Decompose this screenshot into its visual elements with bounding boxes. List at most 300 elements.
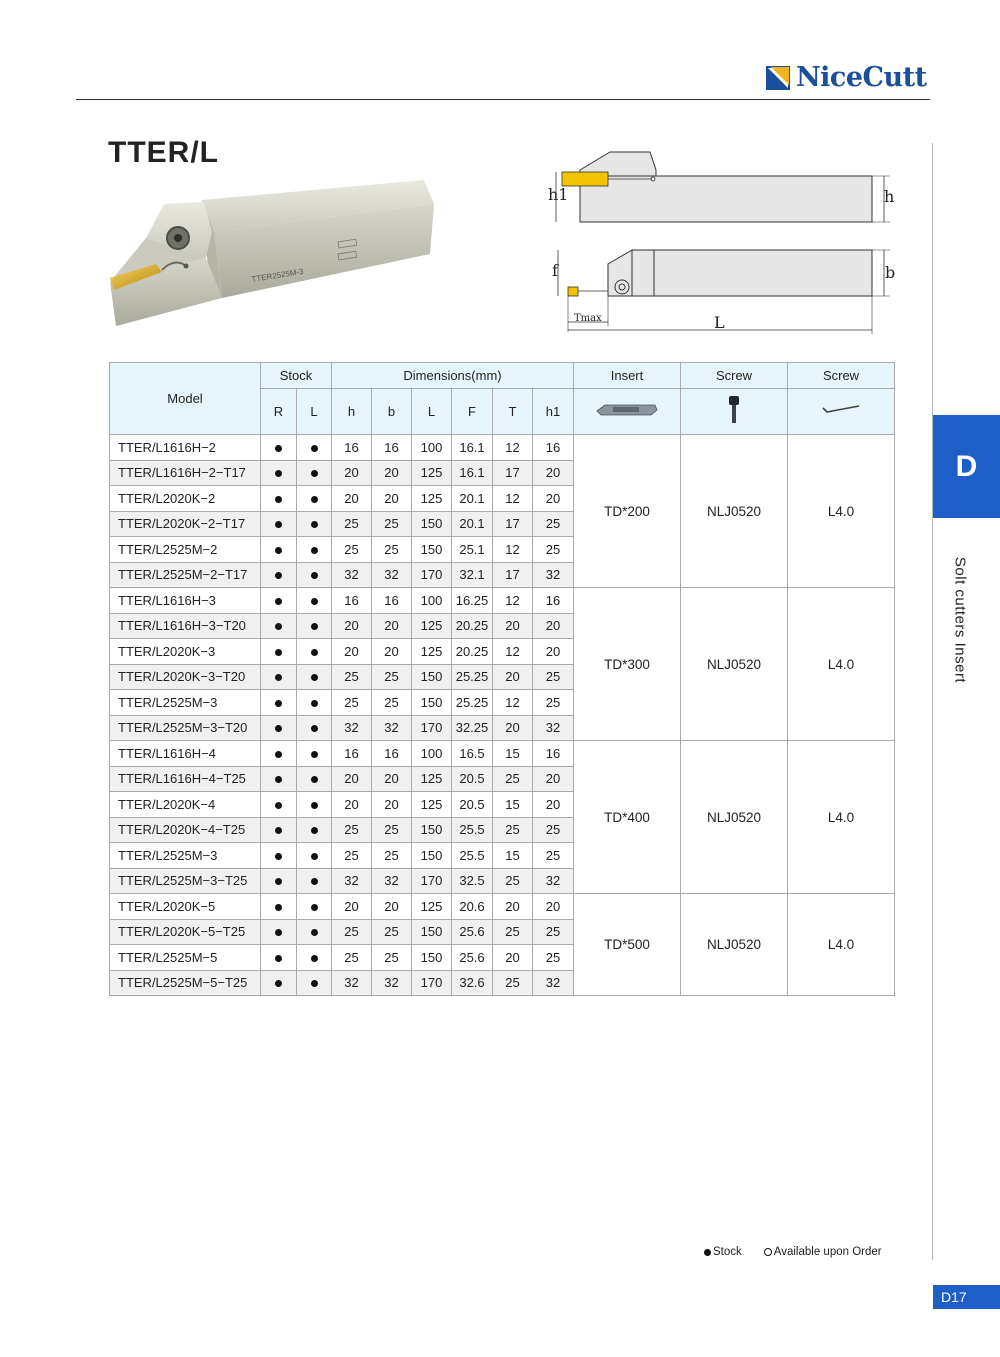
stock-dot-icon xyxy=(275,598,282,605)
stock-dot-icon xyxy=(311,929,318,936)
stock-r-cell xyxy=(261,613,297,639)
key-image xyxy=(788,389,895,435)
stock-dot-icon xyxy=(311,980,318,987)
dim-h-cell: 32 xyxy=(332,715,372,741)
dim-t-cell: 12 xyxy=(493,588,533,614)
page-title: TTER/L xyxy=(108,136,219,169)
stock-dot-icon xyxy=(311,827,318,834)
dim-l-cell: 100 xyxy=(412,588,452,614)
stock-l-cell xyxy=(297,945,332,971)
dim-t-cell: 15 xyxy=(493,792,533,818)
stock-dot-icon xyxy=(275,674,282,681)
stock-l-cell xyxy=(297,613,332,639)
header-key: Screw xyxy=(788,363,895,389)
stock-l-cell xyxy=(297,868,332,894)
key-cell: L4.0 xyxy=(788,588,895,741)
dim-t-cell: 25 xyxy=(493,817,533,843)
stock-r-cell xyxy=(261,817,297,843)
dim-f-cell: 20.5 xyxy=(452,766,493,792)
stock-dot-icon xyxy=(275,955,282,962)
stock-l-cell xyxy=(297,486,332,512)
dim-b-cell: 20 xyxy=(372,766,412,792)
section-tab: D xyxy=(933,415,1000,518)
stock-r-cell xyxy=(261,919,297,945)
stock-r-cell xyxy=(261,843,297,869)
insert-icon xyxy=(595,402,659,418)
stock-dot-icon xyxy=(275,904,282,911)
stock-r-cell xyxy=(261,741,297,767)
stock-dot-icon xyxy=(311,955,318,962)
dim-h1-cell: 25 xyxy=(533,537,574,563)
header-dimensions: Dimensions(mm) xyxy=(332,363,574,389)
dim-t-cell: 20 xyxy=(493,894,533,920)
dim-h-cell: 25 xyxy=(332,843,372,869)
stock-dot-icon xyxy=(275,827,282,834)
stock-dot-icon xyxy=(275,802,282,809)
header-divider xyxy=(76,99,930,100)
table-row xyxy=(110,894,895,920)
dim-l-cell: 150 xyxy=(412,664,452,690)
table-row xyxy=(110,588,895,614)
dim-t-cell: 17 xyxy=(493,562,533,588)
model-cell: TTER/L2525M−5 xyxy=(110,945,261,971)
screw-icon xyxy=(726,395,742,425)
stock-r-cell xyxy=(261,945,297,971)
dim-h1-cell: 32 xyxy=(533,868,574,894)
stock-r-cell xyxy=(261,537,297,563)
dim-h1-cell: 25 xyxy=(533,664,574,690)
dim-h-cell: 16 xyxy=(332,741,372,767)
dim-b-cell: 25 xyxy=(372,945,412,971)
stock-dot-icon xyxy=(311,572,318,579)
dim-h1-cell: 16 xyxy=(533,741,574,767)
model-cell: TTER/L1616H−4 xyxy=(110,741,261,767)
insert-cell: TD*300 xyxy=(574,588,681,741)
dim-t-cell: 12 xyxy=(493,639,533,665)
tool-engraving: TTER2525M-3 xyxy=(250,266,305,284)
dim-l-cell: 150 xyxy=(412,843,452,869)
dim-b-cell: 25 xyxy=(372,817,412,843)
dim-label-b: b xyxy=(885,263,896,282)
header-model: Model xyxy=(110,363,261,435)
dim-f-cell: 32.1 xyxy=(452,562,493,588)
dim-l-cell: 125 xyxy=(412,894,452,920)
stock-r-cell xyxy=(261,766,297,792)
dim-b-cell: 20 xyxy=(372,460,412,486)
insert-cell: TD*500 xyxy=(574,894,681,996)
dim-b-cell: 25 xyxy=(372,690,412,716)
dim-h-cell: 20 xyxy=(332,613,372,639)
dim-h1-cell: 25 xyxy=(533,843,574,869)
legend-stock xyxy=(704,1246,742,1258)
dim-h1-cell: 25 xyxy=(533,919,574,945)
stock-dot-icon xyxy=(275,649,282,656)
dim-h-cell: 20 xyxy=(332,639,372,665)
dim-b-cell: 32 xyxy=(372,970,412,996)
dim-h1-cell: 32 xyxy=(533,715,574,741)
stock-r-cell xyxy=(261,460,297,486)
dim-h1-cell: 20 xyxy=(533,894,574,920)
spec-table-body xyxy=(110,435,895,996)
side-divider xyxy=(932,143,933,1260)
dim-h-cell: 25 xyxy=(332,817,372,843)
dim-f-cell: 25.5 xyxy=(452,843,493,869)
dim-l-cell: 125 xyxy=(412,486,452,512)
model-cell: TTER/L1616H−3−T20 xyxy=(110,613,261,639)
dim-t-cell: 17 xyxy=(493,511,533,537)
stock-r-cell xyxy=(261,894,297,920)
dim-h-cell: 25 xyxy=(332,511,372,537)
dim-h1-cell: 32 xyxy=(533,562,574,588)
dim-t-cell: 25 xyxy=(493,868,533,894)
dim-f-cell: 20.25 xyxy=(452,639,493,665)
dim-b-cell: 32 xyxy=(372,715,412,741)
screw-cell: NLJ0520 xyxy=(681,588,788,741)
model-cell: TTER/L2525M−3 xyxy=(110,690,261,716)
model-cell: TTER/L2020K−5 xyxy=(110,894,261,920)
header-stock-r: R xyxy=(261,389,297,435)
dim-h1-cell: 20 xyxy=(533,613,574,639)
dim-f-cell: 25.6 xyxy=(452,945,493,971)
stock-l-cell xyxy=(297,562,332,588)
model-cell: TTER/L2525M−2 xyxy=(110,537,261,563)
header-dim-b: b xyxy=(372,389,412,435)
dim-l-cell: 170 xyxy=(412,970,452,996)
dim-l-cell: 150 xyxy=(412,919,452,945)
dim-b-cell: 25 xyxy=(372,537,412,563)
stock-l-cell xyxy=(297,639,332,665)
brand-logo-icon xyxy=(766,66,790,90)
dim-f-cell: 16.25 xyxy=(452,588,493,614)
stock-dot-icon xyxy=(275,445,282,452)
stock-dot-icon xyxy=(311,904,318,911)
stock-dot-icon xyxy=(275,929,282,936)
header-dim-t: T xyxy=(493,389,533,435)
dim-t-cell: 25 xyxy=(493,919,533,945)
header-stock-l: L xyxy=(297,389,332,435)
stock-l-cell xyxy=(297,537,332,563)
order-circle-icon xyxy=(764,1248,772,1256)
stock-dot-icon xyxy=(311,853,318,860)
model-cell: TTER/L2020K−3−T20 xyxy=(110,664,261,690)
stock-l-cell xyxy=(297,435,332,461)
dim-h1-cell: 25 xyxy=(533,690,574,716)
dim-t-cell: 25 xyxy=(493,970,533,996)
model-cell: TTER/L2020K−3 xyxy=(110,639,261,665)
model-cell: TTER/L1616H−4−T25 xyxy=(110,766,261,792)
dim-b-cell: 25 xyxy=(372,843,412,869)
stock-r-cell xyxy=(261,588,297,614)
model-cell: TTER/L2020K−2−T17 xyxy=(110,511,261,537)
stock-dot-icon xyxy=(275,725,282,732)
dim-l-cell: 125 xyxy=(412,460,452,486)
dim-b-cell: 20 xyxy=(372,639,412,665)
hex-key-icon xyxy=(821,402,861,418)
stock-dot-icon xyxy=(311,470,318,477)
model-cell: TTER/L2525M−3 xyxy=(110,843,261,869)
stock-dot-icon xyxy=(311,623,318,630)
dim-h1-cell: 20 xyxy=(533,792,574,818)
stock-dot-icon xyxy=(311,445,318,452)
stock-l-cell xyxy=(297,843,332,869)
dim-l-cell: 125 xyxy=(412,639,452,665)
dim-f-cell: 25.25 xyxy=(452,664,493,690)
stock-l-cell xyxy=(297,664,332,690)
header-dim-h1: h1 xyxy=(533,389,574,435)
stock-r-cell xyxy=(261,664,297,690)
dim-l-cell: 150 xyxy=(412,537,452,563)
stock-r-cell xyxy=(261,868,297,894)
dim-t-cell: 20 xyxy=(493,613,533,639)
dim-f-cell: 20.5 xyxy=(452,792,493,818)
dim-h-cell: 25 xyxy=(332,945,372,971)
stock-r-cell xyxy=(261,970,297,996)
model-cell: TTER/L2525M−5−T25 xyxy=(110,970,261,996)
dim-h1-cell: 20 xyxy=(533,486,574,512)
dim-l-cell: 100 xyxy=(412,435,452,461)
model-cell: TTER/L1616H−2−T17 xyxy=(110,460,261,486)
stock-dot-icon xyxy=(311,521,318,528)
dim-l-cell: 150 xyxy=(412,511,452,537)
screw-cell: NLJ0520 xyxy=(681,741,788,894)
dim-t-cell: 12 xyxy=(493,690,533,716)
key-cell: L4.0 xyxy=(788,741,895,894)
dim-b-cell: 32 xyxy=(372,562,412,588)
dim-f-cell: 16.5 xyxy=(452,741,493,767)
stock-l-cell xyxy=(297,588,332,614)
tool-dimension-drawing xyxy=(546,146,906,336)
dim-b-cell: 25 xyxy=(372,919,412,945)
dim-label-tmax: Tmax xyxy=(574,313,602,324)
stock-l-cell xyxy=(297,817,332,843)
dim-f-cell: 16.1 xyxy=(452,460,493,486)
stock-legend xyxy=(704,1246,882,1258)
key-cell: L4.0 xyxy=(788,435,895,588)
stock-dot-icon xyxy=(311,751,318,758)
stock-l-cell xyxy=(297,919,332,945)
stock-dot-icon xyxy=(311,725,318,732)
model-cell: TTER/L1616H−2 xyxy=(110,435,261,461)
stock-dot-icon xyxy=(275,751,282,758)
dim-t-cell: 20 xyxy=(493,945,533,971)
table-row xyxy=(110,741,895,767)
stock-dot-icon xyxy=(275,572,282,579)
dim-h-cell: 20 xyxy=(332,460,372,486)
brand-logo xyxy=(766,62,927,93)
stock-dot-icon xyxy=(275,878,282,885)
stock-dot-icon xyxy=(311,802,318,809)
model-cell: TTER/L2020K−4−T25 xyxy=(110,817,261,843)
model-cell: TTER/L1616H−3 xyxy=(110,588,261,614)
legend-order-label: Available upon Order xyxy=(773,1246,882,1258)
header-dim-h: h xyxy=(332,389,372,435)
model-cell: TTER/L2020K−5−T25 xyxy=(110,919,261,945)
dim-label-length: L xyxy=(714,313,725,332)
dim-l-cell: 125 xyxy=(412,792,452,818)
brand-name: NiceCutt xyxy=(796,62,927,93)
dim-l-cell: 170 xyxy=(412,715,452,741)
dim-f-cell: 20.6 xyxy=(452,894,493,920)
section-label: Solt cutters Insert xyxy=(951,556,969,684)
dim-h1-cell: 16 xyxy=(533,435,574,461)
dim-b-cell: 25 xyxy=(372,511,412,537)
dim-label-f: f xyxy=(552,261,558,280)
dim-t-cell: 12 xyxy=(493,435,533,461)
dim-f-cell: 16.1 xyxy=(452,435,493,461)
dim-h-cell: 20 xyxy=(332,894,372,920)
stock-l-cell xyxy=(297,741,332,767)
dim-h-cell: 25 xyxy=(332,690,372,716)
stock-l-cell xyxy=(297,894,332,920)
stock-dot-icon xyxy=(275,470,282,477)
dim-f-cell: 20.25 xyxy=(452,613,493,639)
dim-l-cell: 125 xyxy=(412,766,452,792)
header-stock: Stock xyxy=(261,363,332,389)
model-cell: TTER/L2525M−3−T25 xyxy=(110,868,261,894)
dim-f-cell: 20.1 xyxy=(452,486,493,512)
dim-f-cell: 32.5 xyxy=(452,868,493,894)
dim-h-cell: 25 xyxy=(332,664,372,690)
dim-t-cell: 12 xyxy=(493,486,533,512)
header-dim-f: F xyxy=(452,389,493,435)
dim-h1-cell: 20 xyxy=(533,460,574,486)
stock-dot-icon xyxy=(275,980,282,987)
dim-b-cell: 20 xyxy=(372,486,412,512)
dim-h-cell: 20 xyxy=(332,792,372,818)
dim-f-cell: 20.1 xyxy=(452,511,493,537)
dim-f-cell: 25.6 xyxy=(452,919,493,945)
table-row xyxy=(110,435,895,461)
screw-cell: NLJ0520 xyxy=(681,435,788,588)
stock-dot-icon xyxy=(311,547,318,554)
stock-dot-icon xyxy=(275,853,282,860)
stock-r-cell xyxy=(261,511,297,537)
stock-dot-icon xyxy=(704,1249,711,1256)
insert-cell: TD*400 xyxy=(574,741,681,894)
dim-b-cell: 20 xyxy=(372,792,412,818)
insert-cell: TD*200 xyxy=(574,435,681,588)
screw-image xyxy=(681,389,788,435)
stock-r-cell xyxy=(261,486,297,512)
stock-dot-icon xyxy=(311,674,318,681)
dim-f-cell: 32.6 xyxy=(452,970,493,996)
screw-cell: NLJ0520 xyxy=(681,894,788,996)
page-number: D17 xyxy=(933,1285,1000,1309)
stock-dot-icon xyxy=(275,700,282,707)
stock-dot-icon xyxy=(275,547,282,554)
dim-h1-cell: 16 xyxy=(533,588,574,614)
dim-l-cell: 150 xyxy=(412,817,452,843)
insert-image xyxy=(574,389,681,435)
dim-l-cell: 100 xyxy=(412,741,452,767)
stock-r-cell xyxy=(261,792,297,818)
dim-label-h: h xyxy=(884,187,895,206)
stock-l-cell xyxy=(297,970,332,996)
stock-dot-icon xyxy=(311,598,318,605)
model-cell: TTER/L2525M−3−T20 xyxy=(110,715,261,741)
dim-t-cell: 15 xyxy=(493,843,533,869)
dim-h1-cell: 20 xyxy=(533,766,574,792)
dim-h1-cell: 25 xyxy=(533,511,574,537)
dim-h1-cell: 25 xyxy=(533,945,574,971)
stock-r-cell xyxy=(261,690,297,716)
model-cell: TTER/L2020K−4 xyxy=(110,792,261,818)
header-screw: Screw xyxy=(681,363,788,389)
dim-f-cell: 25.1 xyxy=(452,537,493,563)
stock-l-cell xyxy=(297,460,332,486)
stock-r-cell xyxy=(261,435,297,461)
header-dim-l: L xyxy=(412,389,452,435)
stock-dot-icon xyxy=(275,776,282,783)
stock-l-cell xyxy=(297,792,332,818)
spec-table xyxy=(109,362,895,996)
dim-h1-cell: 25 xyxy=(533,817,574,843)
dim-l-cell: 170 xyxy=(412,868,452,894)
dim-b-cell: 20 xyxy=(372,894,412,920)
stock-r-cell xyxy=(261,562,297,588)
stock-l-cell xyxy=(297,511,332,537)
stock-dot-icon xyxy=(311,776,318,783)
stock-dot-icon xyxy=(275,521,282,528)
dim-t-cell: 12 xyxy=(493,537,533,563)
legend-order xyxy=(764,1246,882,1258)
dim-h-cell: 20 xyxy=(332,486,372,512)
dim-b-cell: 16 xyxy=(372,435,412,461)
dim-t-cell: 20 xyxy=(493,715,533,741)
stock-l-cell xyxy=(297,690,332,716)
key-cell: L4.0 xyxy=(788,894,895,996)
dim-t-cell: 20 xyxy=(493,664,533,690)
dim-h-cell: 32 xyxy=(332,970,372,996)
dim-label-h1: h1 xyxy=(548,185,569,204)
stock-l-cell xyxy=(297,766,332,792)
dim-h-cell: 32 xyxy=(332,562,372,588)
dim-h-cell: 25 xyxy=(332,537,372,563)
stock-dot-icon xyxy=(275,623,282,630)
header-insert: Insert xyxy=(574,363,681,389)
dim-h1-cell: 20 xyxy=(533,639,574,665)
dim-h-cell: 16 xyxy=(332,435,372,461)
dim-h-cell: 20 xyxy=(332,766,372,792)
stock-r-cell xyxy=(261,715,297,741)
dim-f-cell: 32.25 xyxy=(452,715,493,741)
dim-t-cell: 15 xyxy=(493,741,533,767)
dim-b-cell: 32 xyxy=(372,868,412,894)
stock-dot-icon xyxy=(311,496,318,503)
dim-b-cell: 25 xyxy=(372,664,412,690)
dim-l-cell: 150 xyxy=(412,690,452,716)
dim-l-cell: 150 xyxy=(412,945,452,971)
stock-l-cell xyxy=(297,715,332,741)
stock-dot-icon xyxy=(311,878,318,885)
dim-h-cell: 16 xyxy=(332,588,372,614)
model-cell: TTER/L2525M−2−T17 xyxy=(110,562,261,588)
stock-dot-icon xyxy=(311,649,318,656)
dim-t-cell: 17 xyxy=(493,460,533,486)
dim-h-cell: 25 xyxy=(332,919,372,945)
dim-h-cell: 32 xyxy=(332,868,372,894)
dim-b-cell: 16 xyxy=(372,741,412,767)
stock-r-cell xyxy=(261,639,297,665)
dim-h1-cell: 32 xyxy=(533,970,574,996)
dim-l-cell: 125 xyxy=(412,613,452,639)
dim-b-cell: 16 xyxy=(372,588,412,614)
stock-dot-icon xyxy=(311,700,318,707)
dim-t-cell: 25 xyxy=(493,766,533,792)
dim-l-cell: 170 xyxy=(412,562,452,588)
dim-f-cell: 25.5 xyxy=(452,817,493,843)
dim-b-cell: 20 xyxy=(372,613,412,639)
